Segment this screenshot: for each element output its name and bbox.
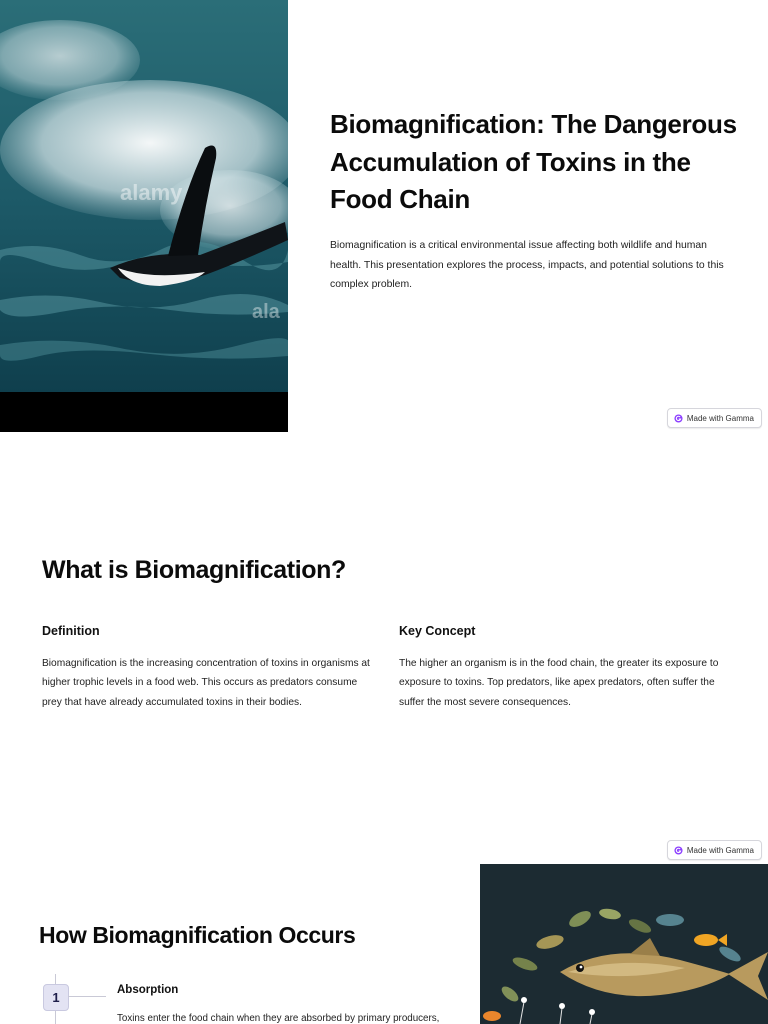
process-slide: [0, 864, 768, 1024]
slide-title: How Biomagnification Occurs: [39, 922, 356, 948]
made-with-gamma-badge[interactable]: [667, 408, 762, 428]
definition-heading: Definition: [42, 624, 100, 638]
step-connector: [68, 996, 106, 997]
definition-slide: [0, 432, 768, 864]
badge-label: Made with Gamma: [686, 413, 754, 423]
gamma-logo-icon: [674, 846, 683, 855]
step-number-badge: 1: [43, 984, 69, 1011]
slide-intro-text: Biomagnification is a critical environmental issue affecting both wildlife and human health. This presentation explores the process, impacts, and potential solutions to this complex problem.: [330, 240, 724, 290]
gamma-logo-icon: [674, 414, 683, 423]
badge-label: Made with Gamma: [686, 845, 754, 855]
svg-text:ala: ala: [252, 301, 280, 323]
definition-text: Biomagnification is the increasing concentration of toxins in organisms at higher trophic levels in a food web. This occurs as predators consume prey that have already accumulated toxins in their bodies.: [42, 658, 370, 708]
slide-title: What is Biomagnification?: [42, 556, 346, 584]
key-concept-heading: Key Concept: [399, 624, 476, 638]
orca-image: [0, 0, 288, 432]
fish-illustration: [480, 864, 768, 1024]
image-watermark: alamy: [120, 180, 183, 205]
title-slide: [0, 0, 768, 432]
made-with-gamma-badge[interactable]: [667, 840, 762, 860]
key-concept-text: The higher an organism is in the food chain, the greater its exposure to exposure to toxins. Top predators, like apex predators, often suffer the suffer the most severe consequences.: [399, 658, 719, 708]
slide-title: Biomagnification: The Dangerous Accumulation of Toxins in the Food Chain: [330, 109, 737, 214]
step-heading: Absorption: [117, 984, 179, 996]
step-text: Toxins enter the food chain when they are absorbed by primary producers,: [117, 1013, 440, 1024]
